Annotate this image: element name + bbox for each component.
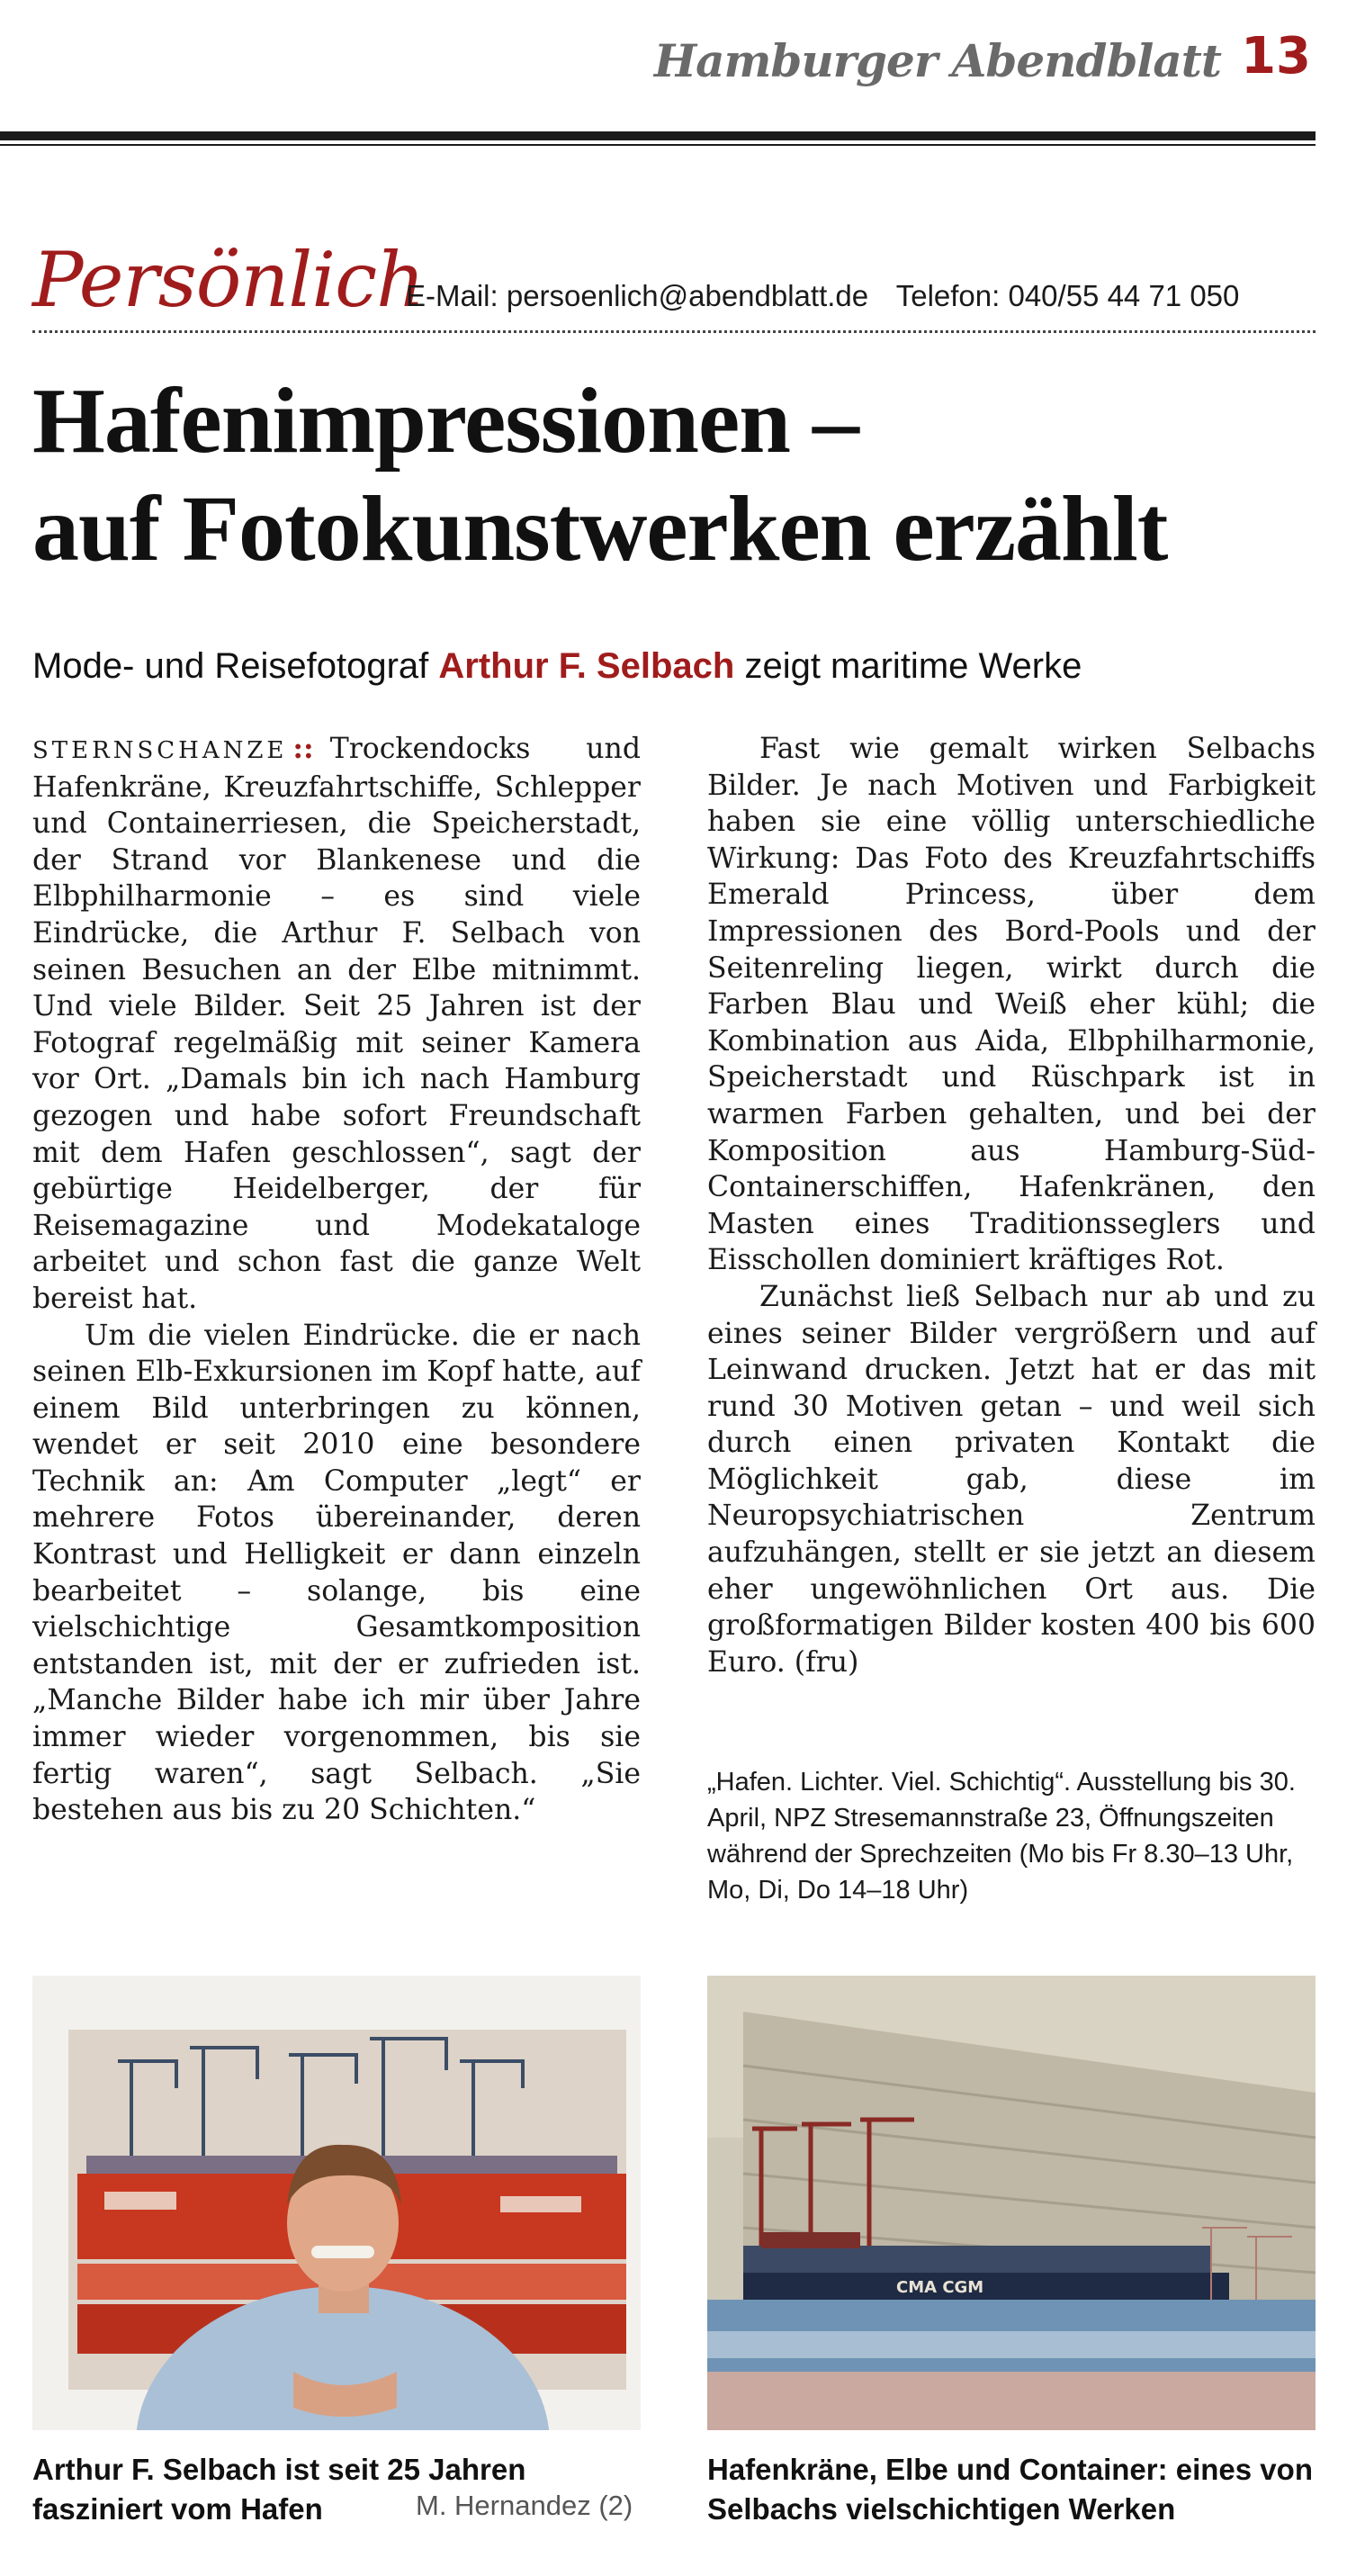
exhibition-info: „Hafen. Lichter. Viel. Schichtig“. Ausstellung bis 30. April, NPZ Stresemannstraße 23, Öffnungszeiten während der Sprechzeiten (Mo bis Fr 8.30–13 Uhr, Mo, Di, Do 14–18 Uhr) — [707, 1768, 1296, 1905]
masthead-rule-thin — [0, 144, 1316, 146]
section-name: Persönlich — [32, 236, 425, 324]
article-column-right — [707, 731, 1316, 1680]
article-paragraph — [32, 731, 641, 1318]
article-headline — [32, 367, 1316, 583]
headline-line-1: Hafenimpressionen – — [32, 369, 859, 473]
masthead-rule — [0, 131, 1316, 140]
photo-credit: M. Hernandez (2) — [416, 2490, 633, 2521]
headline-line-2: auf Fotokunstwerken erzählt — [32, 477, 1168, 581]
subline-suffix: zeigt maritime Werke — [734, 646, 1082, 686]
portrait-photo-illustration — [32, 1976, 641, 2430]
subline-person-name: Arthur F. Selbach — [438, 646, 735, 686]
newspaper-name: Hamburger Abendblatt — [653, 34, 1221, 87]
artwork-photo — [707, 1976, 1316, 2430]
contact-email[interactable]: E-Mail: persoenlich@abendblatt.de — [406, 279, 869, 312]
artwork-photo-illustration — [707, 1976, 1316, 2430]
paragraph-text: Trockendocks und Hafenkräne, Kreuzfahrtschiffe, Schlepper und Containerriesen, die Speicherstadt, der Strand vor Blankenese und die Elbphilharmonie – es sind viele Eindrücke, die Arthur F. Selbach von seinen Besuchen an der Elbe mitnimmt. Und viele Bilder. Seit 25 Jahren ist der Fotograf regelmäßig mit seiner Kamera vor Ort. „Damals bin ich nach Hamburg gezogen und habe sofort Freundschaft mit dem Hafen geschlossen“, sagt der gebürtige Heidelberger, der für Reisemagazine und Modekataloge arbeitet und schon fast die ganze Welt bereist hat. — [32, 733, 641, 1315]
article-paragraph: Um die vielen Eindrücke. die er nach seinen Elb-Exkursionen im Kopf hatte, auf einem Bild unterbringen zu können, wendet er seit 2010 eine besondere Technik an: Am Computer „legt“ er mehrere Fotos übereinander, deren Kontrast und Helligkeit er dann einzeln bearbeitet – solange, bis eine vielschichtige Gesamtkomposition entstanden ist, mit der er zufrieden ist. „Manche Bilder habe ich mir über Jahre immer wieder vorgenommen, bis sie fertig waren“, sagt Selbach. „Sie bestehen aus bis zu 20 Schichten.“ — [32, 1319, 641, 1827]
article-column-left — [32, 731, 641, 1829]
section-header — [32, 236, 1316, 335]
dateline-marker: :: — [292, 732, 314, 765]
page-number: 13 — [1241, 27, 1311, 86]
article-paragraph: Zunächst ließ Selbach nur ab und zu eines seiner Bilder vergrößern und auf Leinwand drucken. Jetzt hat er das mit rund 30 Motiven getan – und weil sich durch einen privaten Kontakt die Möglichkeit gab, diese im Neuropsychiatrischen Zentrum aufzuhängen, stellt er sie jetzt an diesem eher ungewöhnlichen Ort aus. Die großformatigen Bilder kosten 400 bis 600 Euro. (fru) — [707, 1280, 1316, 1679]
section-contact — [406, 279, 1259, 313]
masthead — [0, 0, 1347, 144]
portrait-caption: Arthur F. Selbach ist seit 25 Jahren fasziniert vom Hafen — [32, 2453, 526, 2526]
dateline: STERNSCHANZE — [32, 737, 288, 764]
ship-lettering: CMA CGM — [896, 2278, 984, 2297]
article-paragraph: Fast wie gemalt wirken Selbachs Bilder. Je nach Motiven und Farbigkeit haben sie eine völlig unterschiedliche Wirkung: Das Foto des Kreuzfahrtschiffs Emerald Princess, über dem Impressionen des Bord-Pools und der Seitenreling liegen, wirkt durch die Farben Blau und Weiß eher kühl; die Kombination aus Aida, Elbphilharmonie, Speicherstadt und Rüschpark ist in warmen Farben gehalten, und bei der Komposition aus Hamburg-Süd-Containerschiffen, Hafenkränen, den Masten eines Traditionsseglers und Eisschollen dominiert kräftiges Rot. — [707, 733, 1316, 1277]
artwork-caption: Hafenkräne, Elbe und Container: eines von Selbachs vielschichtigen Werken — [707, 2453, 1313, 2526]
portrait-photo — [32, 1976, 641, 2430]
subline-prefix: Mode- und Reisefotograf — [32, 646, 439, 686]
article-subline — [32, 646, 1316, 687]
contact-phone: Telefon: 040/55 44 71 050 — [895, 279, 1240, 312]
section-divider — [32, 330, 1316, 333]
